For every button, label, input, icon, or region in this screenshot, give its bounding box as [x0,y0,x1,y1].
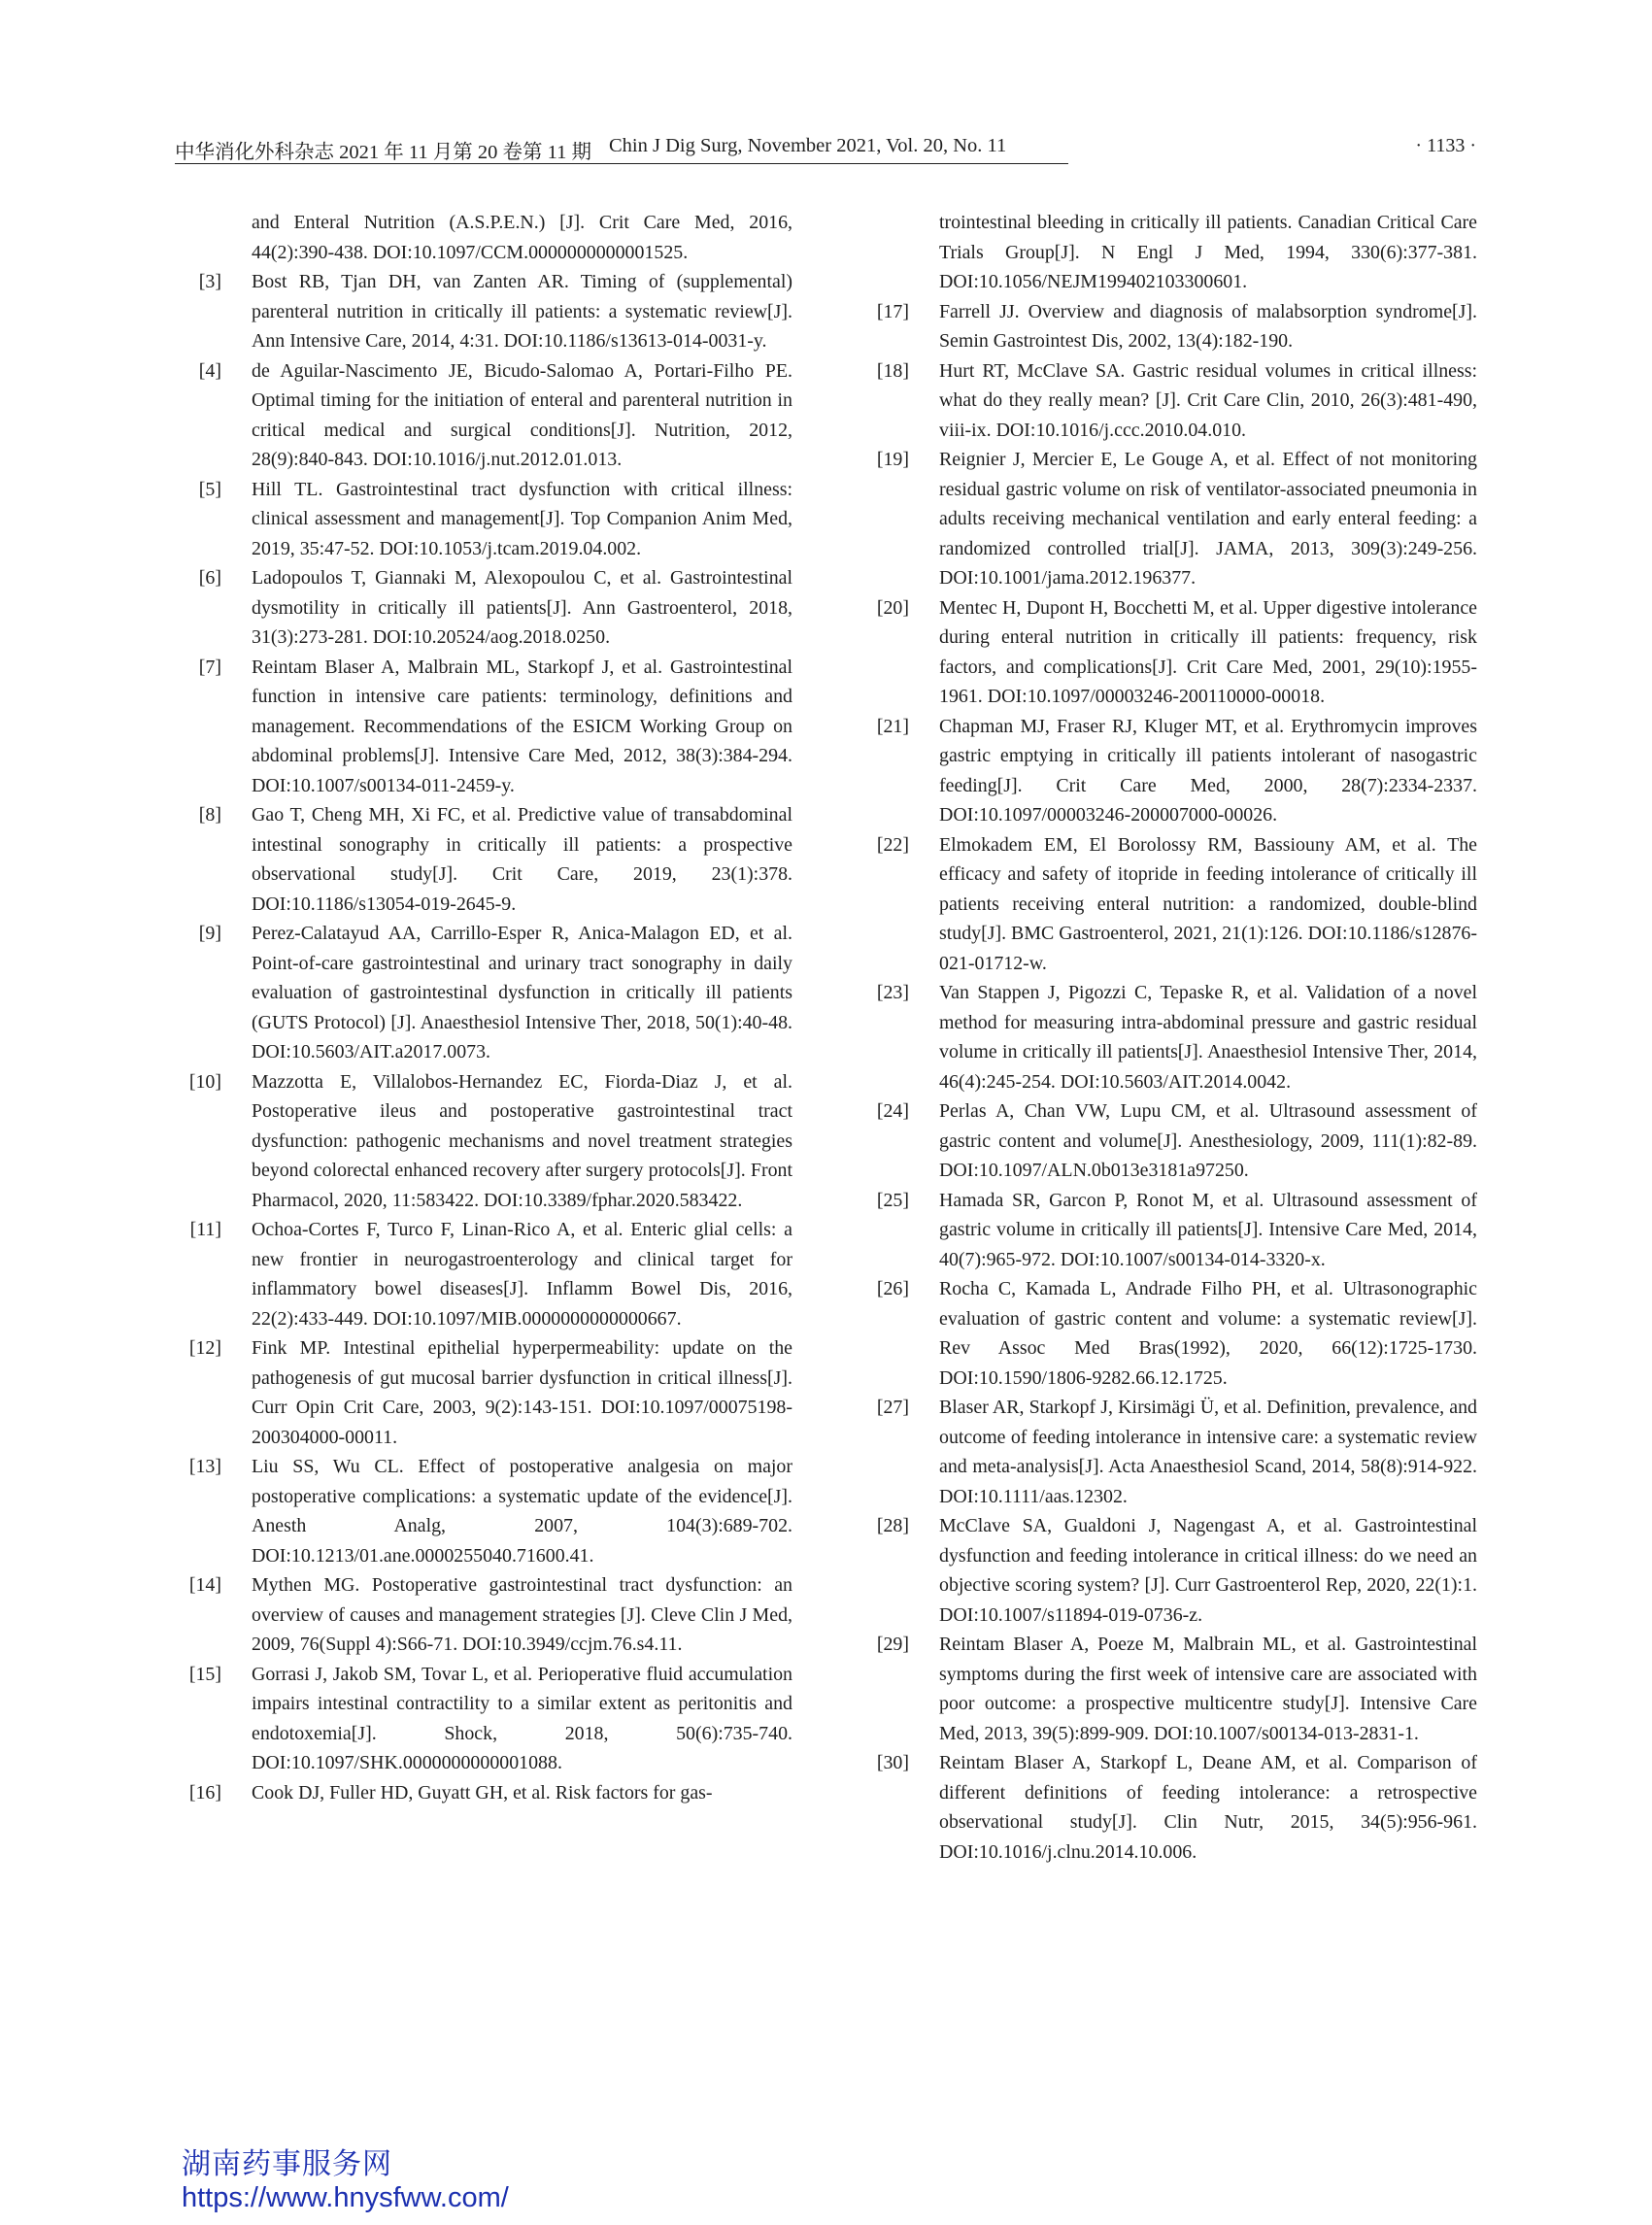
page-header [175,130,1476,163]
reference-entry [868,1630,1477,1748]
reference-number: [5] [198,478,221,500]
reference-entry [868,1511,1477,1630]
reference-text: Reintam Blaser A, Starkopf L, Deane AM, et al. Comparison of different definitions of feeding intolerance: a retrospective observational study[J]. Clin Nutr, 2015, 34(5):956-961. DOI:10.1016/j.clnu.2014.10.006. [939,1752,1477,1863]
reference-text: Farrell JJ. Overview and diagnosis of malabsorption syndrome[J]. Semin Gastrointest Dis, 2002, 13(4):182-190. [939,300,1477,352]
reference-text: Perez-Calatayud AA, Carrillo-Esper R, Anica-Malagon ED, et al. Point-of-care gastrointestinal and urinary tract sonography in daily evaluation of gastrointestinal dysfunction in critically ill patients (GUTS Protocol) [J]. Anaesthesiol Intensive Ther, 2018, 50(1):40-48. DOI:10.5603/AIT.a2017.0073. [252,923,792,1062]
reference-text: Hill TL. Gastrointestinal tract dysfunction with critical illness: clinical assessment and management[J]. Top Companion Anim Med, 2019, 35:47-52. DOI:10.1053/j.tcam.2019.04.002. [252,478,792,559]
reference-text: Gao T, Cheng MH, Xi FC, et al. Predictive value of transabdominal intestinal sonography in critically ill patients: a prospective observational study[J]. Crit Care, 2019, 23(1):378. DOI:10.1186/s13054-019-2645-9. [252,804,792,915]
reference-number: [12] [188,1337,221,1359]
references-right-column [868,208,1477,1867]
reference-text: Ochoa-Cortes F, Turco F, Linan-Rico A, et al. Enteric glial cells: a new frontier in neurogastroenterology and clinical target for inflammatory bowel diseases[J]. Inflamm Bowel Dis, 2016, 22(2):433-449. DOI:10.1097/MIB.0000000000000667. [252,1219,792,1330]
reference-text: de Aguilar-Nascimento JE, Bicudo-Salomao A, Portari-Filho PE. Optimal timing for the initiation of enteral and parenteral nutrition in critical medical and surgical conditions[J]. Nutrition, 2012, 28(9):840-843. DOI:10.1016/j.nut.2012.01.013. [252,359,792,470]
reference-entry [181,356,792,475]
reference-number: [23] [876,982,909,1003]
reference-entry [868,1274,1477,1393]
reference-number: [25] [876,1189,909,1211]
reference-text: Mazzotta E, Villalobos-Hernandez EC, Fiorda-Diaz J, et al. Postoperative ileus and postoperative gastrointestinal tract dysfunction: pathogenic mechanisms and novel treatment strategies beyond colorectal enhanced recovery after surgery protocols[J]. Front Pharmacol, 2020, 11:583422. DOI:10.3389/fphar.2020.583422. [252,1070,792,1211]
reference-entry [868,1096,1477,1186]
references-left-column [181,208,792,1807]
reference-entry [181,1333,792,1452]
footer-watermark[interactable] [182,2148,590,2214]
reference-number: [26] [876,1278,909,1299]
reference-number: [22] [876,833,909,856]
header-rule [175,163,1068,164]
reference-text: Van Stappen J, Pigozzi C, Tepaske R, et al. Validation of a novel method for measuring intra-abdominal pressure and gastric residual volume in critically ill patients[J]. Anaesthesiol Intensive Ther, 2014, 46(4):245-254. DOI:10.5603/AIT.2014.0042. [939,982,1477,1093]
reference-entry [868,445,1477,593]
reference-number: [20] [876,596,909,619]
reference-text: Cook DJ, Fuller HD, Guyatt GH, et al. Risk factors for gas- [252,1781,713,1804]
reference-entry [181,1778,792,1808]
reference-entry [181,919,792,1067]
reference-entry [181,563,792,653]
reference-text: Reignier J, Mercier E, Le Gouge A, et al. Effect of not monitoring residual gastric volume on risk of ventilator-associated pneumonia in adults receiving mechanical ventilation and early enteral feeding: a randomized controlled trial[J]. JAMA, 2013, 309(3):249-256. DOI:10.1001/jama.2012.196377. [939,449,1477,589]
reference-entry [868,356,1477,446]
reference-number: [3] [198,271,221,292]
reference-entry [868,1186,1477,1275]
reference-number: [13] [188,1456,221,1477]
reference-number: [10] [188,1070,221,1093]
footer-site-name[interactable]: 湖南药事服务网 [182,2147,392,2181]
reference-number: [19] [876,449,909,470]
reference-text: trointestinal bleeding in critically ill patients. Canadian Critical Care Trials Group[J]. N Engl J Med, 1994, 330(6):377-381. DOI:10.1056/NEJM199402103300601. [939,212,1477,292]
journal-citation-line [175,135,1006,164]
reference-number: [8] [198,804,221,826]
reference-entry [181,1452,792,1570]
reference-number: [9] [198,923,221,944]
reference-entry [868,712,1477,830]
reference-text: Hurt RT, McClave SA. Gastric residual volumes in critical illness: what do they really mean? [J]. Crit Care Clin, 2010, 26(3):481-490, viii-ix. DOI:10.1016/j.ccc.2010.04.010. [939,359,1477,441]
reference-text: Bost RB, Tjan DH, van Zanten AR. Timing of (supplemental) parenteral nutrition in critically ill patients: a systematic review[J]. Ann Intensive Care, 2014, 4:31. DOI:10.1186/s13613-014-0031-y. [252,271,792,352]
english-journal-title: Chin J Dig Surg, November 2021, Vol. 20, No. 11 [608,135,1007,156]
reference-entry [868,830,1477,979]
reference-entry [868,1393,1477,1511]
reference-text: Ladopoulos T, Giannaki M, Alexopoulou C, et al. Gastrointestinal dysmotility in critically ill patients[J]. Ann Gastroenterol, 2018, 31(3):273-281. DOI:10.20524/aog.2018.0250. [252,567,792,648]
reference-number: [14] [188,1574,221,1596]
reference-text: Elmokadem EM, El Borolossy RM, Bassiouny AM, et al. The efficacy and safety of itopride in feeding intolerance of critically ill patients receiving enteral nutrition: a randomized, double-blind study[J]. BMC Gastroenterol, 2021, 21(1):126. DOI:10.1186/s12876-021-01712-w. [939,833,1477,974]
reference-number: [4] [198,359,221,382]
reference-number: [15] [188,1663,221,1685]
reference-text: McClave SA, Gualdoni J, Nagengast A, et al. Gastrointestinal dysfunction and feeding intolerance in critical illness: do we need an objective scoring system? [J]. Curr Gastroenterol Rep, 2020, 22(1):1. DOI:10.1007/s11894-019-0736-z. [939,1515,1477,1626]
reference-entry [181,267,792,356]
reference-text: Perlas A, Chan VW, Lupu CM, et al. Ultrasound assessment of gastric content and volume[J]. Anesthesiology, 2009, 111(1):82-89. DOI:10.1097/ALN.0b013e3181a97250. [939,1100,1477,1181]
reference-text: Hamada SR, Garcon P, Ronot M, et al. Ultrasound assessment of gastric volume in critically ill patients[J]. Intensive Care Med, 2014, 40(7):965-972. DOI:10.1007/s00134-014-3320-x. [939,1189,1477,1270]
reference-text: Rocha C, Kamada L, Andrade Filho PH, et al. Ultrasonographic evaluation of gastric content and volume: a systematic review[J]. Rev Assoc Med Bras(1992), 2020, 66(12):1725-1730. DOI:10.1590/1806-9282.66.12.1725. [939,1278,1477,1389]
reference-number: [29] [876,1634,909,1655]
reference-text: and Enteral Nutrition (A.S.P.E.N.) [J]. Crit Care Med, 2016, 44(2):390-438. DOI:10.1097/CCM.0000000000001525. [252,212,792,263]
reference-number: [11] [189,1219,221,1240]
reference-number: [17] [876,300,909,322]
reference-number: [27] [876,1397,909,1418]
reference-text: Reintam Blaser A, Poeze M, Malbrain ML, et al. Gastrointestinal symptoms during the first week of intensive care are associated with poor outcome: a prospective multicentre study[J]. Intensive Care Med, 2013, 39(5):899-909. DOI:10.1007/s00134-013-2831-1. [939,1634,1477,1744]
reference-number: [30] [876,1752,909,1773]
reference-continuation [181,208,792,267]
reference-number: [28] [876,1515,909,1536]
reference-entry [181,653,792,801]
reference-text: Fink MP. Intestinal epithelial hyperpermeability: update on the pathogenesis of gut mucosal barrier dysfunction in critical illness[J]. Curr Opin Crit Care, 2003, 9(2):143-151. DOI:10.1097/00075198-200304000-00011. [252,1337,792,1448]
reference-text: Gorrasi J, Jakob SM, Tovar L, et al. Perioperative fluid accumulation impairs intestinal contractility to a similar extent as peritonitis and endotoxemia[J]. Shock, 2018, 50(6):735-740. DOI:10.1097/SHK.0000000000001088. [252,1663,792,1773]
reference-entry [181,1570,792,1660]
reference-number: [21] [876,715,909,737]
reference-entry [868,593,1477,712]
footer-site-url[interactable]: https://www.hnysfww.com/ [182,2182,509,2213]
reference-number: [18] [876,359,909,382]
reference-text: Mentec H, Dupont H, Bocchetti M, et al. Upper digestive intolerance during enteral nutrition in critically ill patients: frequency, risk factors, and complications[J]. Crit Care Med, 2001, 29(10):1955-1961. DOI:10.1097/00003246-200110000-00018. [939,596,1477,707]
reference-entry [181,1067,792,1216]
reference-text: Liu SS, Wu CL. Effect of postoperative analgesia on major postoperative complications: a systematic update of the evidence[J]. Anesth Analg, 2007, 104(3):689-702. DOI:10.1213/01.ane.0000255040.71600.41. [252,1456,792,1567]
reference-number: [6] [198,567,221,589]
reference-entry [868,297,1477,356]
reference-entry [181,800,792,919]
reference-number: [24] [876,1100,909,1122]
reference-text: Chapman MJ, Fraser RJ, Kluger MT, et al. Erythromycin improves gastric emptying in critically ill patients intolerant of nasogastric feeding[J]. Crit Care Med, 2000, 28(7):2334-2337. DOI:10.1097/00003246-200007000-00026. [939,715,1477,826]
reference-text: Blaser AR, Starkopf J, Kirsimägi Ü, et al. Definition, prevalence, and outcome of feeding intolerance in intensive care: a systematic review and meta-analysis[J]. Acta Anaesthesiol Scand, 2014, 58(8):914-922. DOI:10.1111/aas.12302. [939,1397,1477,1507]
reference-continuation [868,208,1477,297]
chinese-journal-title: 中华消化外科杂志 2021 年 11 月第 20 卷第 11 期 [175,142,591,163]
page-number: · 1133 · [1415,135,1476,156]
reference-text: Mythen MG. Postoperative gastrointestinal tract dysfunction: an overview of causes and management strategies [J]. Cleve Clin J Med, 2009, 76(Suppl 4):S66-71. DOI:10.3949/ccjm.76.s4.11. [252,1574,792,1655]
reference-number: [16] [188,1781,221,1804]
reference-number: [7] [198,656,221,678]
reference-text: Reintam Blaser A, Malbrain ML, Starkopf J, et al. Gastrointestinal function in intensive care patients: terminology, definitions and management. Recommendations of the ESICM Working Group on abdominal problems[J]. Intensive Care Med, 2012, 38(3):384-294. DOI:10.1007/s00134-011-2459-y. [252,656,792,796]
reference-entry [181,1215,792,1333]
reference-entry [181,475,792,564]
reference-entry [868,1748,1477,1867]
reference-entry [181,1660,792,1778]
reference-entry [868,978,1477,1096]
